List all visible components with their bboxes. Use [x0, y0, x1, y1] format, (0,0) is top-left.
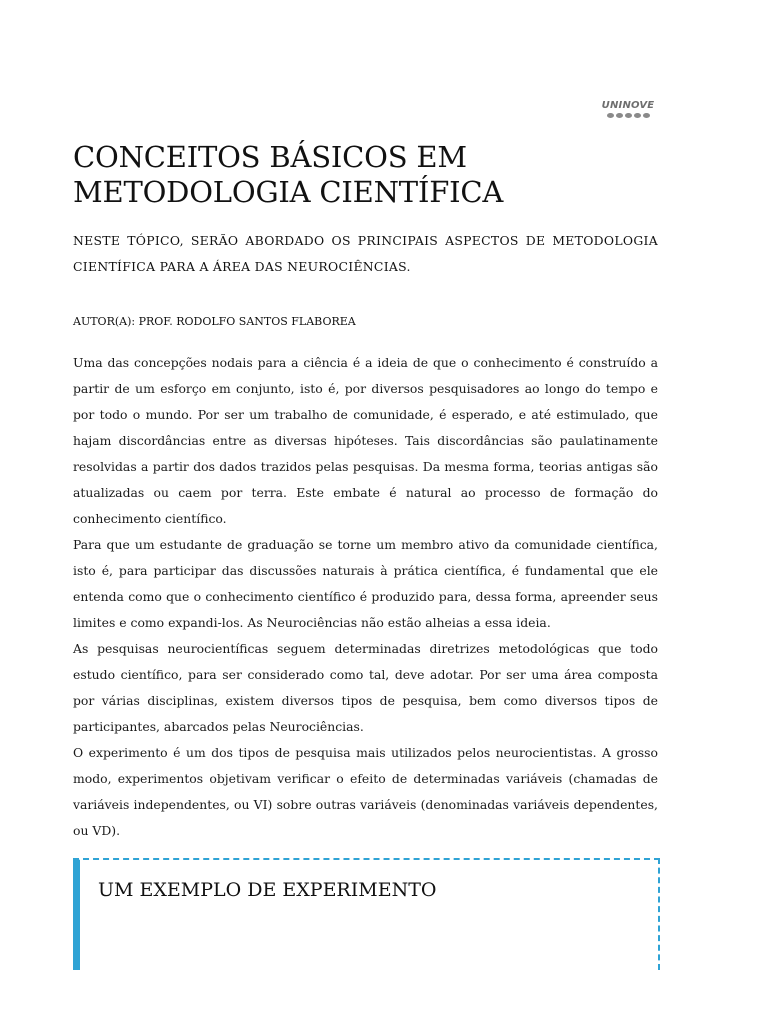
page-title [73, 140, 673, 210]
author-line: AUTOR(A): PROF. RODOLFO SANTOS FLABOREA [73, 315, 356, 328]
title-line-1: CONCEITOS BÁSICOS EM [73, 140, 467, 174]
intro-summary: NESTE TÓPICO, SERÃO ABORDADO OS PRINCIPAIS ASPECTOS DE METODOLOGIA CIENTÍFICA PARA A ÁREA DAS NEUROCIÊNCIAS. [73, 233, 658, 274]
logo-dots [598, 113, 658, 118]
example-box-title: UM EXEMPLO DE EXPERIMENTO [98, 879, 437, 901]
paragraph-3: As pesquisas neurocientíficas seguem determinadas diretrizes metodológicas que todo estudo científico, para ser considerado como tal, deve adotar. Por ser uma área composta por várias disciplinas, existem diversos tipos de pesquisa, bem como diversos tipos de participantes, abarcados pelas Neurociências. [73, 641, 658, 734]
paragraph-2: Para que um estudante de graduação se torne um membro ativo da comunidade científica, isto é, para participar das discussões naturais à prática científica, é fundamental que ele entenda como que o conhecimento científico é produzido para, dessa forma, apreender seus limites e como expandi-los. As Neurociências não estão alheias a essa ideia. [73, 537, 658, 630]
body-text [73, 350, 658, 844]
uninove-logo [598, 100, 658, 118]
paragraph-4: O experimento é um dos tipos de pesquisa mais utilizados pelos neurocientistas. A grosso modo, experimentos objetivam verificar o efeito de determinadas variáveis (chamadas de variáveis independentes, ou VI) sobre outras variáveis (denominadas variáveis dependentes, ou VD). [73, 745, 658, 838]
logo-text: UNINOVE [601, 100, 655, 111]
example-box [73, 858, 660, 970]
paragraph-1: Uma das concepções nodais para a ciência é a ideia de que o conhecimento é construído a partir de um esforço em conjunto, isto é, por diversos pesquisadores ao longo do tempo e por todo o mundo. Por ser um trabalho de comunidade, é esperado, e até estimulado, que hajam discordâncias entre as diversas hipóteses. Tais discordâncias são paulatinamente resolvidas a partir dos dados trazidos pelas pesquisas. Da mesma forma, teorias antigas são atualizadas ou caem por terra. Este embate é natural ao processo de formação do conhecimento científico. [73, 355, 658, 526]
title-line-2: METODOLOGIA CIENTÍFICA [73, 175, 504, 209]
